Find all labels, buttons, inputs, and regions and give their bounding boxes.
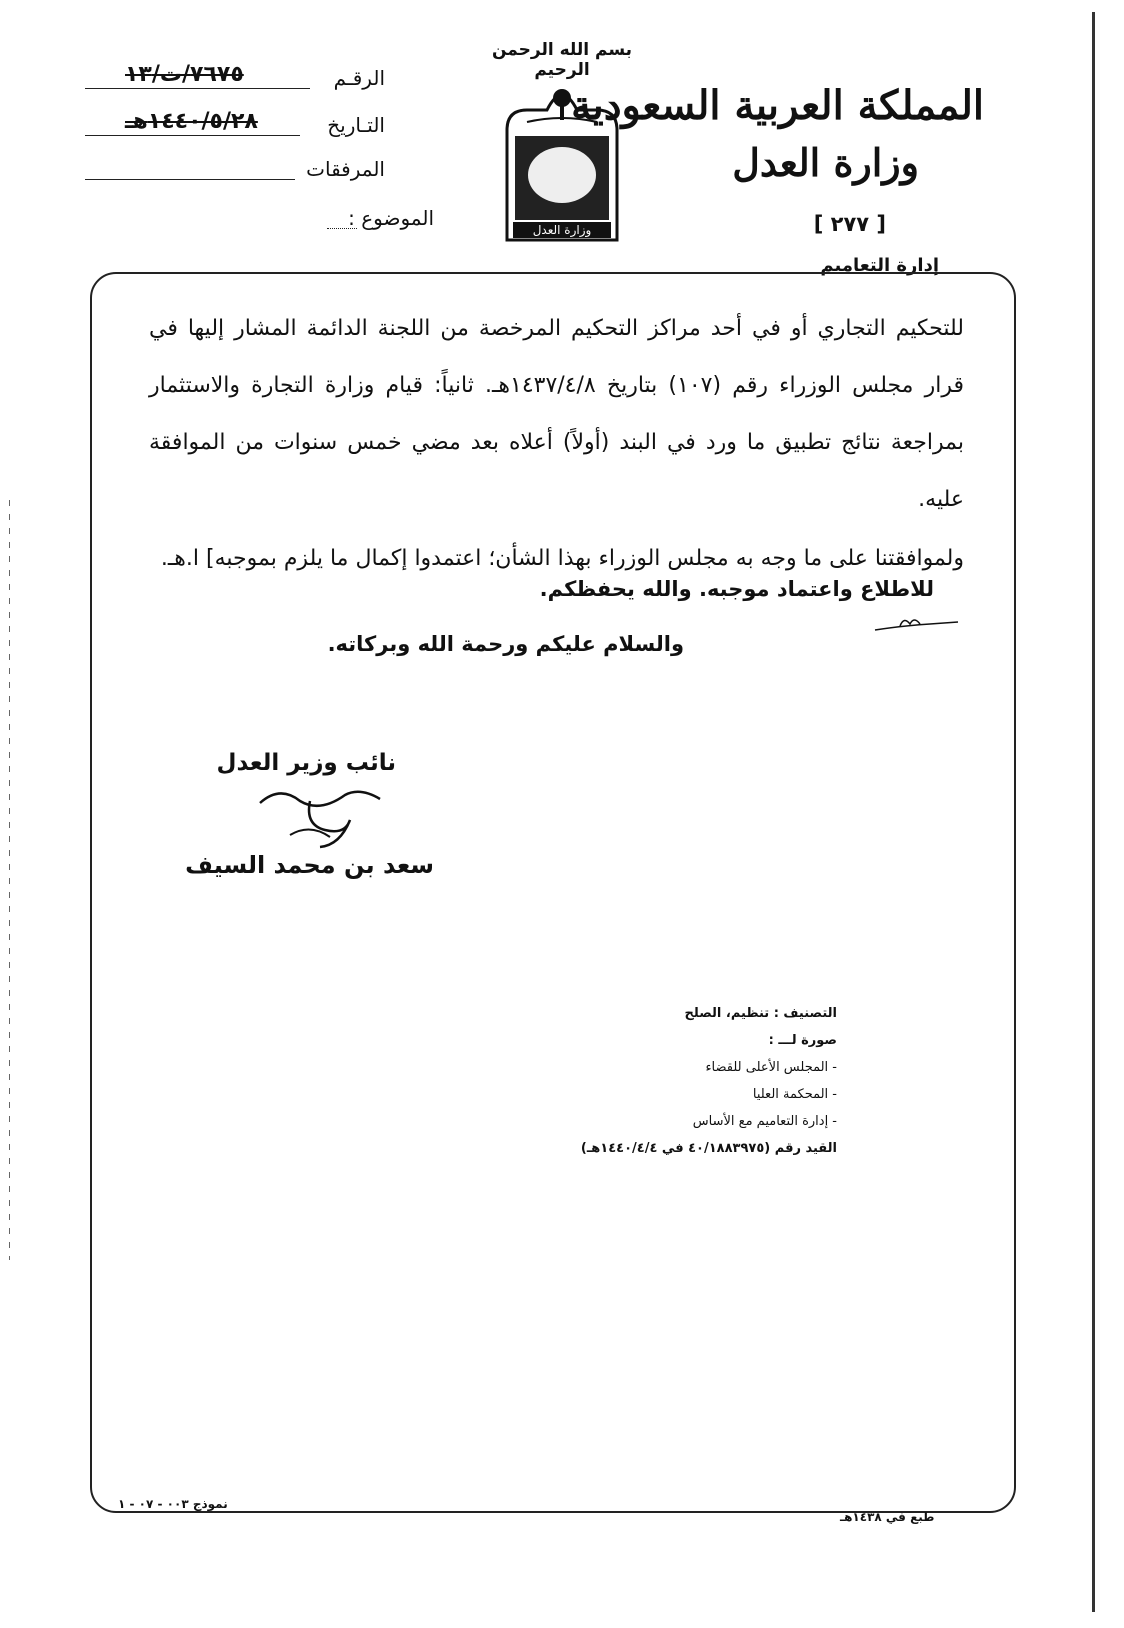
print-note: طبع في ١٤٣٨هـ — [840, 1510, 935, 1524]
body-paragraph-2: ولموافقتنا على ما وجه به مجلس الوزراء بهذا الشأن؛ اعتمدوا إكمال ما يلزم بموجبه] ا.هـ. — [160, 546, 964, 571]
date-field — [85, 109, 385, 143]
number-field — [85, 62, 385, 96]
classification: التصنيف : تنظيم، الصلح — [684, 1006, 837, 1021]
signatory-name: سعد بن محمد السيف — [185, 851, 434, 879]
number-label: الرقـم — [333, 66, 385, 90]
registry-number: القيد رقم (٤٠/١٨٨٣٩٧٥ في ١٤٤٠/٤/٤هـ) — [580, 1141, 837, 1156]
number-value: ٧٦٧٥/ت/١٣ — [125, 62, 244, 87]
letter-body — [149, 300, 964, 587]
closing-line-2: والسلام عليكم ورحمة الله وبركاته. — [327, 632, 684, 656]
copy-to-label: صورة لـــ : — [768, 1033, 837, 1048]
date-value: ١٤٤٠/٥/٢٨هـ — [125, 109, 258, 134]
form-number: نموذج ٠٠٣ - ٠٧ - ١ — [118, 1497, 228, 1511]
recipient-1: - المجلس الأعلى للقضاء — [705, 1060, 837, 1075]
basmala: بسم الله الرحمن الرحيم — [491, 40, 633, 80]
date-label: التـاريخ — [327, 113, 385, 137]
kingdom-title: المملكة العربية السعودية — [571, 82, 984, 129]
circular-number: [ ٢٧٧ ] — [813, 212, 886, 236]
department-name: إدارة التعاميم — [820, 255, 939, 276]
recipient-3: - إدارة التعاميم مع الأساس — [692, 1114, 837, 1129]
subject-field — [330, 206, 434, 236]
attachments-field — [85, 157, 385, 187]
body-paragraph-1: للتحكيم التجاري أو في أحد مراكز التحكيم المرخصة من اللجنة الدائمة المشار إليها في قرار مجلس الوزراء رقم (١٠٧) بتاريخ ١٤٣٧/٤/٨هـ. ثانياً: قيام وزارة التجارة والاستثمار بمراجعة نتائج تطبيق ما ورد في البند (أولاً) أعلاه بعد مضي خمس سنوات من الموافقة عليه. — [149, 316, 964, 512]
signatory-title: نائب وزير العدل — [216, 750, 396, 776]
emblem-caption: وزارة العدل — [532, 223, 592, 237]
recipient-2: - المحكمة العليا — [752, 1087, 837, 1102]
closing-line-1: للاطلاع واعتماد موجبه. والله يحفظكم. — [539, 577, 934, 601]
initial-mark-icon — [870, 612, 960, 636]
attachments-label: المرفقات — [306, 157, 385, 181]
ministry-title: وزارة العدل — [732, 140, 919, 185]
distribution-list — [581, 1000, 837, 1162]
scan-edge-line — [1092, 12, 1095, 1612]
scan-edge-dashes — [9, 500, 10, 1260]
handwritten-signature-icon — [250, 775, 400, 855]
subject-label: الموضوع : — [348, 206, 434, 230]
ministry-emblem-icon — [487, 70, 637, 250]
